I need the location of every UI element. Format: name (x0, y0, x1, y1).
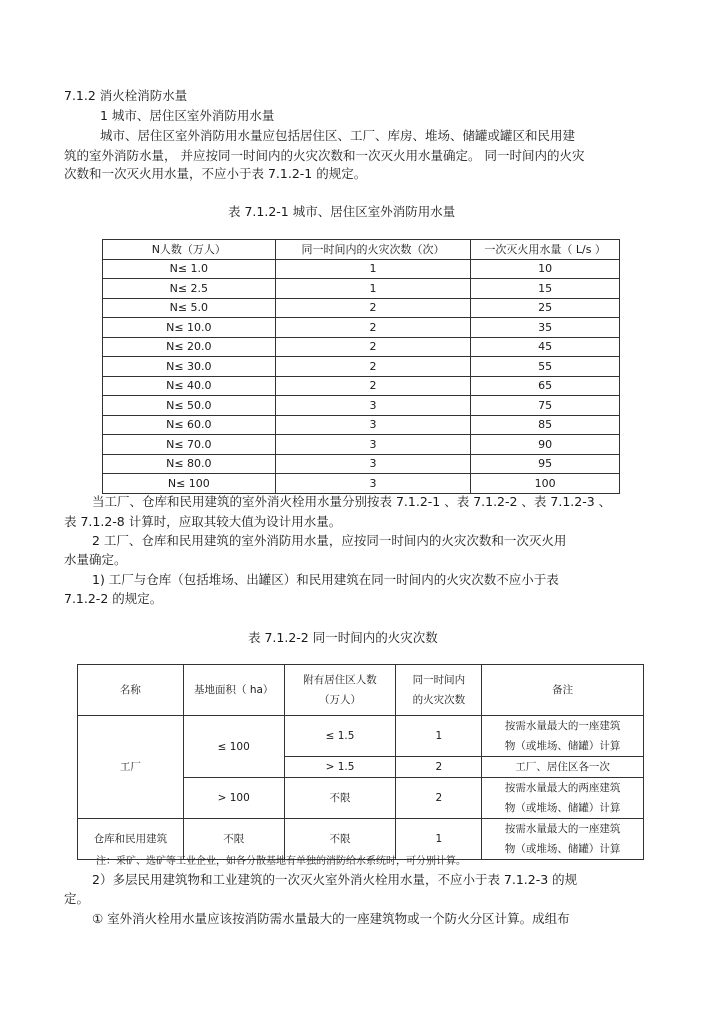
table-cell: 2 (275, 337, 471, 357)
table-row (103, 357, 620, 377)
cell-line: 按需水量最大的一座建筑 (504, 823, 621, 835)
table-cell: 75 (471, 396, 620, 416)
cell-line: 物（或堆场、储罐）计算 (504, 843, 621, 855)
table-cell: 85 (471, 415, 620, 435)
table-cell: N≤ 2.5 (103, 279, 276, 299)
cell-line: 物（或堆场、储罐）计算 (504, 802, 621, 814)
table-cell: 65 (471, 376, 620, 396)
table-cell: 仓库和民用建筑 (78, 819, 184, 860)
table-row (103, 376, 620, 396)
paragraph-line: 2 工厂、仓库和民用建筑的室外消防用水量，应按同一时间内的火灾次数和一次灭火用 (92, 533, 567, 548)
table2-caption: 表 7.1.2-2 同一时间内的火灾次数 (248, 630, 438, 645)
header-line: 的火灾次数 (412, 694, 466, 706)
table-cell: 1 (396, 819, 482, 860)
table-water-volume (102, 239, 620, 494)
table-cell: 工厂、居住区各一次 (482, 757, 644, 778)
table-row (103, 318, 620, 338)
table-cell: N≤ 40.0 (103, 376, 276, 396)
table-cell: 3 (275, 415, 471, 435)
table-cell: 2 (396, 778, 482, 819)
table-fire-count (77, 664, 644, 860)
section-heading: 7.1.2 消火栓消防水量 (64, 88, 188, 103)
table-cell (482, 819, 644, 860)
paragraph-line: 筑的室外消防水量， 并应按同一时间内的火灾次数和一次灭火用水量确定。 同一时间内的火灾 (64, 148, 585, 163)
table-cell: 25 (471, 298, 620, 318)
table-row (103, 298, 620, 318)
table-cell: 1 (275, 279, 471, 299)
table-cell: N≤ 100 (103, 474, 276, 494)
table-header-row (103, 240, 620, 260)
table-row (103, 454, 620, 474)
header-line: （万人） (319, 694, 362, 706)
table-row (103, 415, 620, 435)
column-header: 基地面积（ ha） (183, 665, 284, 716)
table-row (103, 259, 620, 279)
paragraph-line: 次数和一次灭火用水量，不应小于表 7.1.2-1 的规定。 (64, 166, 367, 181)
table-cell: 3 (275, 396, 471, 416)
table1-caption: 表 7.1.2-1 城市、居住区室外消防用水量 (228, 204, 456, 219)
table-cell: 10 (471, 259, 620, 279)
table-cell: N≤ 30.0 (103, 357, 276, 377)
table-cell: 45 (471, 337, 620, 357)
paragraph-line: 当工厂、仓库和民用建筑的室外消火栓用水量分别按表 7.1.2-1 、表 7.1.2-2 、表 7.1.2-3 、 (92, 494, 612, 509)
table-header-row (78, 665, 644, 716)
table-cell: 3 (275, 454, 471, 474)
column-header: 一次灭火用水量（ L/s ） (471, 240, 620, 260)
table-cell: N≤ 20.0 (103, 337, 276, 357)
table-cell (482, 778, 644, 819)
table-cell (482, 716, 644, 757)
table-cell: N≤ 1.0 (103, 259, 276, 279)
table-cell: 3 (275, 435, 471, 455)
table-cell: > 100 (183, 778, 284, 819)
paragraph-line: 7.1.2-2 的规定。 (64, 591, 163, 606)
table-cell: 1 (275, 259, 471, 279)
table-cell: > 1.5 (284, 757, 396, 778)
table-cell: N≤ 10.0 (103, 318, 276, 338)
paragraph-line: 水量确定。 (64, 552, 127, 567)
table-cell: 不限 (183, 819, 284, 860)
table-row (103, 337, 620, 357)
table-cell: 2 (275, 318, 471, 338)
table-footnote: 注：采矿、选矿等工业企业，如各分散基地有单独的消防给水系统时，可分别计算。 (96, 856, 466, 867)
table-cell: 不限 (284, 778, 396, 819)
table-cell: 35 (471, 318, 620, 338)
column-header (284, 665, 396, 716)
paragraph-line: 2）多层民用建筑物和工业建筑的一次灭火室外消火栓用水量，不应小于表 7.1.2-3 的规 (92, 872, 578, 887)
table-row (103, 279, 620, 299)
table-cell: N≤ 80.0 (103, 454, 276, 474)
table-cell: 工厂 (78, 716, 184, 819)
cell-line: 按需水量最大的两座建筑 (504, 782, 621, 794)
table-cell: ≤ 100 (183, 716, 284, 778)
paragraph-line: 定。 (64, 891, 90, 906)
table-cell: 3 (275, 474, 471, 494)
header-line: 同一时间内 (412, 674, 466, 686)
column-header: 名称 (78, 665, 184, 716)
header-line: 附有居住区人数 (303, 674, 377, 686)
table-row (103, 396, 620, 416)
table-cell: 95 (471, 454, 620, 474)
column-header (396, 665, 482, 716)
table-cell: N≤ 5.0 (103, 298, 276, 318)
table-cell: N≤ 60.0 (103, 415, 276, 435)
paragraph-line: 城市、居住区室外消防用水量应包括居住区、工厂、库房、堆场、储罐或罐区和民用建 (100, 128, 576, 143)
table-cell: 2 (275, 357, 471, 377)
column-header: 备注 (482, 665, 644, 716)
table-cell: 100 (471, 474, 620, 494)
cell-line: 按需水量最大的一座建筑 (504, 720, 621, 732)
table-cell: 55 (471, 357, 620, 377)
paragraph-line: 1) 工厂与仓库（包括堆场、出罐区）和民用建筑在同一时间内的火灾次数不应小于表 (92, 572, 559, 587)
cell-line: 物（或堆场、储罐）计算 (504, 740, 621, 752)
table-cell: 2 (275, 298, 471, 318)
table-cell: ≤ 1.5 (284, 716, 396, 757)
table-cell: N≤ 70.0 (103, 435, 276, 455)
table-cell: 15 (471, 279, 620, 299)
column-header: N人数（万人） (103, 240, 276, 260)
table-cell: N≤ 50.0 (103, 396, 276, 416)
table-row (103, 435, 620, 455)
table-cell: 不限 (284, 819, 396, 860)
table-cell: 2 (396, 757, 482, 778)
table-row (78, 716, 644, 757)
column-header: 同一时间内的火灾次数（次） (275, 240, 471, 260)
table-cell: 90 (471, 435, 620, 455)
paragraph-line: 表 7.1.2-8 计算时，应取其较大值为设计用水量。 (64, 514, 342, 529)
subsection-title: 1 城市、居住区室外消防用水量 (100, 108, 275, 123)
table-row (103, 474, 620, 494)
table-cell: 2 (275, 376, 471, 396)
paragraph-line: ① 室外消火栓用水量应该按消防需水量最大的一座建筑物或一个防火分区计算。成组布 (92, 911, 570, 926)
table-cell: 1 (396, 716, 482, 757)
